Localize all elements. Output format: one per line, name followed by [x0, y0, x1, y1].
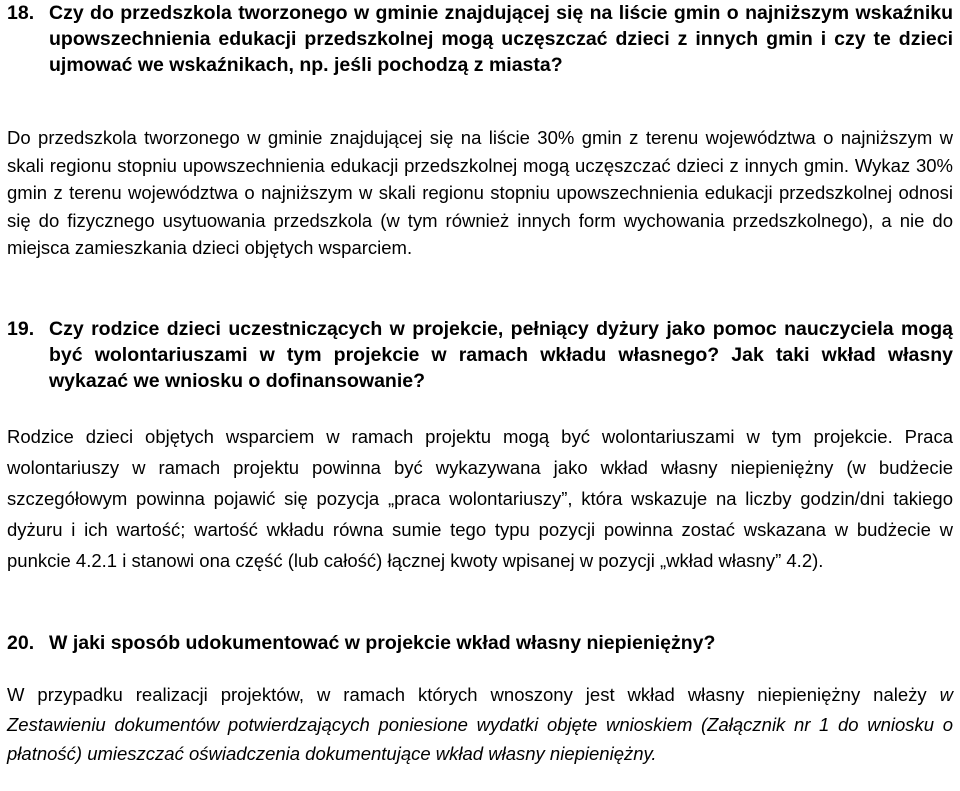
- question-text: Czy do przedszkola tworzonego w gminie znajdującej się na liście gmin o najniższym wskaźniku upowszechnienia edukacji przedszkolnej mogą uczęszczać dzieci z innych gmin i czy te dzieci ujmować we wskaźnikach, np. jeśli pochodzą z miasta?: [49, 2, 953, 76]
- question-number: 19.: [7, 318, 35, 340]
- answer-18: Do przedszkola tworzonego w gminie znajdującej się na liście 30% gmin z terenu województwa o najniższym w skali regionu stopniu upowszechnienia edukacji przedszkolnej mogą uczęszczać dzieci z innych gmin. Wykaz 30% gmin z terenu województwa o najniższym w skali regionu stopniu upowszechnienia edukacji przedszkolnej odnosi się do fizycznego usytuowania przedszkola (w tym również innych form wychowania przedszkolnego), a nie do miejsca zamieszkania dzieci objętych wsparciem.: [7, 127, 953, 258]
- question-number: 18.: [7, 2, 35, 24]
- question-19: [7, 316, 953, 394]
- question-number: 20.: [7, 632, 35, 654]
- question-20: [7, 630, 953, 656]
- question-18: [7, 0, 953, 78]
- answer-italic-text: w Zestawieniu dokumentów potwierdzających poniesione wydatki objęte wnioskiem (Załącznik nr 1 do wniosku o płatność) umieszczać oświadczenia dokumentujące wkład własny niepieniężny.: [7, 684, 953, 764]
- question-text: W jaki sposób udokumentować w projekcie wkład własny niepieniężny?: [49, 632, 716, 654]
- answer-19: Rodzice dzieci objętych wsparciem w ramach projektu mogą być wolontariuszami w tym projekcie. Praca wolontariuszy w ramach projektu powinna być wykazywana jako wkład własny niepieniężny (w budżecie szczegółowym powinna pojawić się pozycja „praca wolontariuszy”, która wskazuje na liczby godzin/dni takiego dyżuru i ich wartość; wartość wkładu równa sumie tego typu pozycji powinna zostać wskazana w budżecie w punkcie 4.2.1 i stanowi ona część (lub całość) łącznej kwoty wpisanej w pozycji „wkład własny” 4.2).: [7, 426, 953, 571]
- answer-plain-text: W przypadku realizacji projektów, w ramach których wnoszony jest wkład własny niepieniężny należy: [7, 684, 940, 705]
- answer-20: [7, 680, 953, 769]
- question-text: Czy rodzice dzieci uczestniczących w projekcie, pełniący dyżury jako pomoc nauczyciela mogą być wolontariuszami w tym projekcie w ramach wkładu własnego? Jak taki wkład własny wykazać we wniosku o dofinansowanie?: [49, 318, 953, 392]
